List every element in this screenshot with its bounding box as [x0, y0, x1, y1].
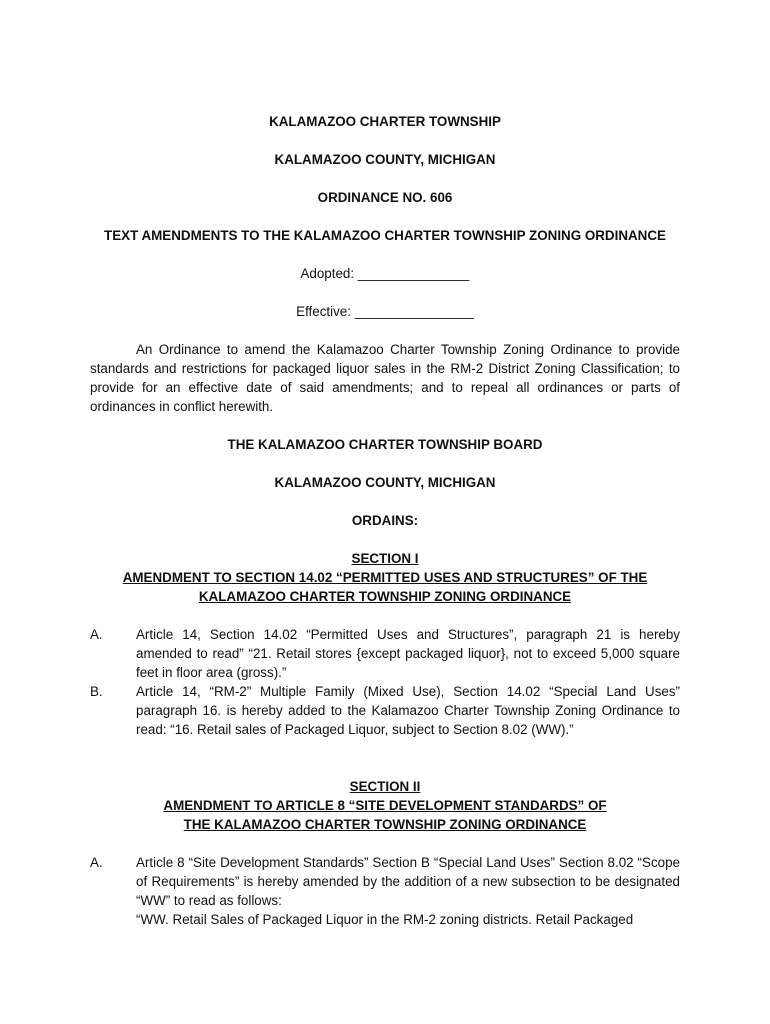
item-text-block — [136, 853, 680, 929]
board-heading: THE KALAMAZOO CHARTER TOWNSHIP BOARD — [227, 437, 543, 452]
item-label: B. — [90, 684, 103, 699]
section-1-heading: SECTION I — [351, 551, 419, 566]
ordinance-number: ORDINANCE NO. 606 — [317, 190, 453, 205]
adopted-line: Adopted: _______________ — [300, 266, 470, 281]
township-heading: KALAMAZOO CHARTER TOWNSHIP — [269, 114, 501, 129]
intro-paragraph: An Ordinance to amend the Kalamazoo Charter Township Zoning Ordinance to provide standards and restrictions for packaged liquor sales in the RM-2 District Zoning Classification; to provide for an effective date of said amendments; and to repeal all ordinances or parts of ordinances in conflict herewith. — [90, 342, 680, 414]
item-text: Article 14, “RM-2” Multiple Family (Mixed Use), Section 14.02 “Special Land Uses” paragraph 16. is hereby added to the Kalamazoo Charter Township Zoning Ordinance to read: “16. Retail sales of Packaged Liquor, subject to Section 8.02 (WW).” — [136, 684, 680, 737]
section-2-heading: SECTION II — [349, 779, 421, 794]
section-1-title-line-1: AMENDMENT TO SECTION 14.02 “PERMITTED USES AND STRUCTURES” OF THE — [122, 570, 648, 585]
ordains-heading: ORDAINS: — [351, 513, 419, 528]
effective-line: Effective: ________________ — [296, 304, 474, 319]
board-county-heading: KALAMAZOO COUNTY, MICHIGAN — [274, 475, 496, 490]
ordinance-title: TEXT AMENDMENTS TO THE KALAMAZOO CHARTER TOWNSHIP ZONING ORDINANCE — [104, 228, 666, 243]
section-2-title-line-1: AMENDMENT TO ARTICLE 8 “SITE DEVELOPMENT STANDARDS” OF — [163, 798, 607, 813]
section-1-item-a — [90, 625, 680, 682]
item-text: Article 14, Section 14.02 “Permitted Uses and Structures”, paragraph 21 is hereby amended to read” “21. Retail stores {except packaged liquor}, not to exceed 5,000 square feet in floor area (gross).” — [136, 627, 680, 680]
item-text: Article 8 “Site Development Standards” Section B “Special Land Uses” Section 8.02 “Scope of Requirements” is hereby amended by the addition of a new subsection to be designated “WW” to read as follows: — [136, 855, 680, 908]
item-label: A. — [90, 855, 103, 870]
item-text-continuation: “WW. Retail Sales of Packaged Liquor in the RM-2 zoning districts. Retail Packaged — [136, 912, 634, 927]
section-1-item-b — [90, 682, 680, 739]
document-page — [90, 112, 680, 929]
section-2-title-line-2: THE KALAMAZOO CHARTER TOWNSHIP ZONING ORDINANCE — [183, 817, 587, 832]
county-heading: KALAMAZOO COUNTY, MICHIGAN — [274, 152, 496, 167]
section-1-title-line-2: KALAMAZOO CHARTER TOWNSHIP ZONING ORDINANCE — [198, 589, 572, 604]
item-label: A. — [90, 627, 103, 642]
section-2-item-a — [90, 853, 680, 929]
